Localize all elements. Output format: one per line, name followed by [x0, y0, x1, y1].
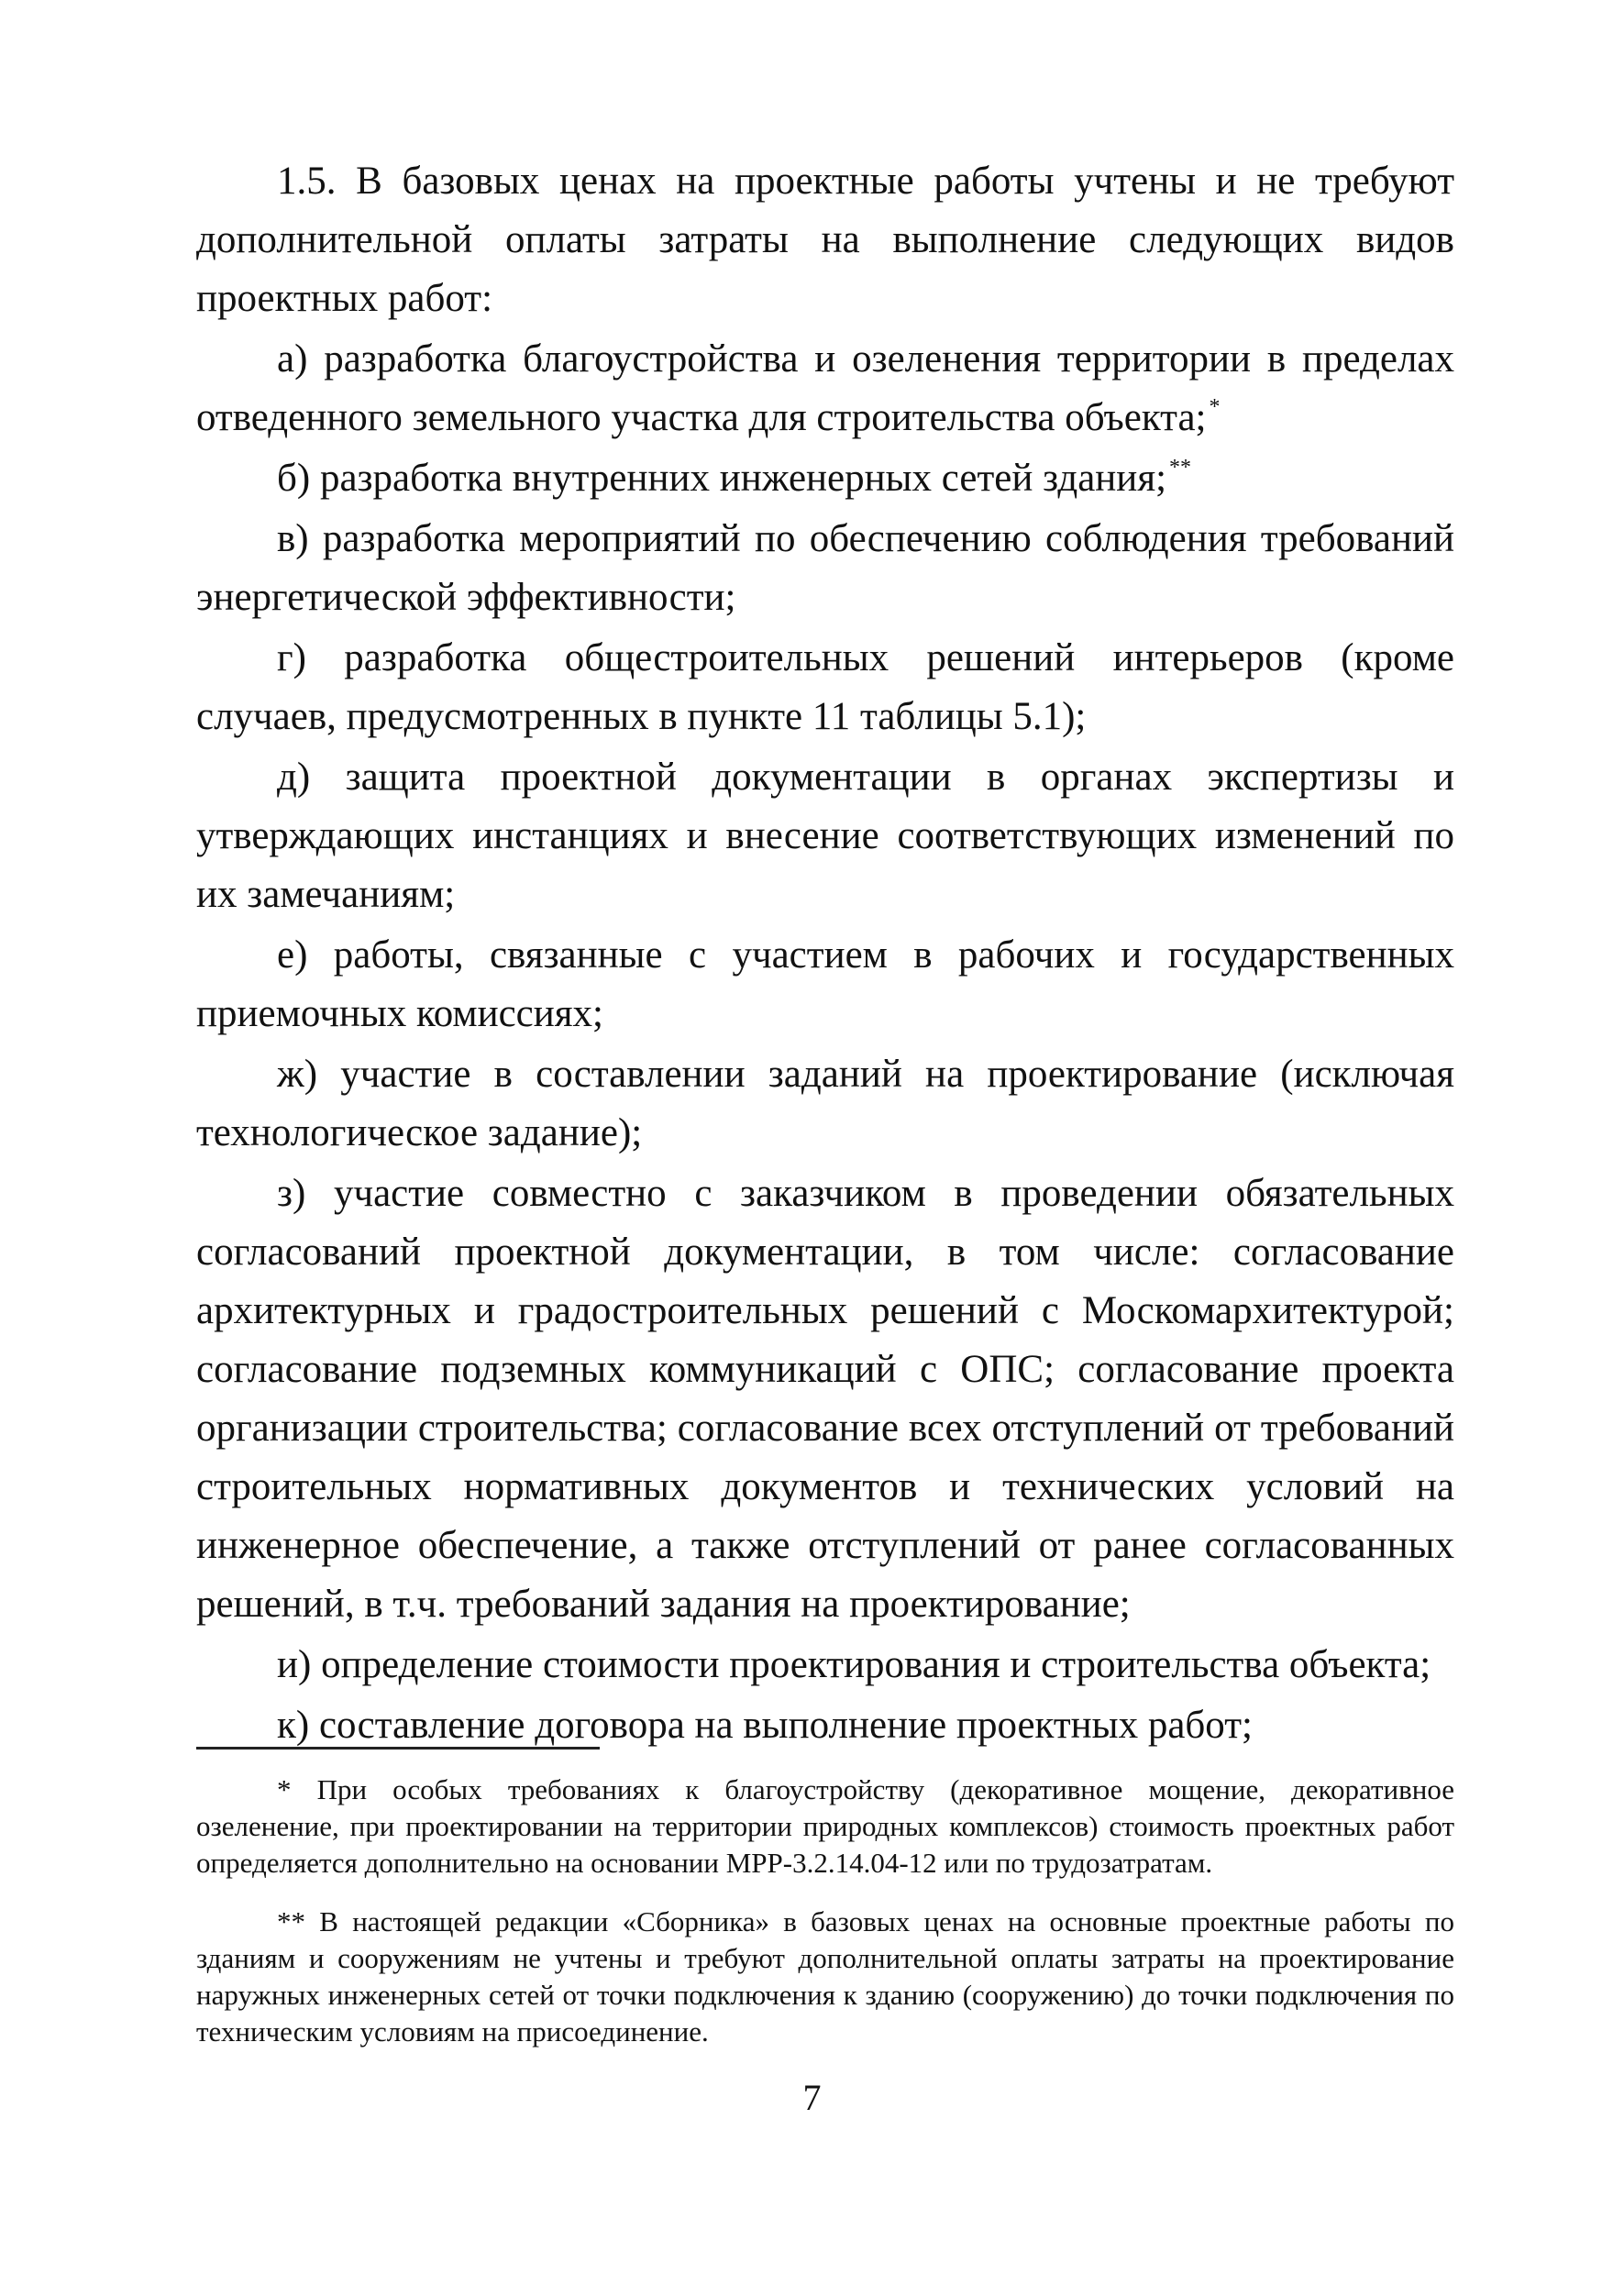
footnote-divider: [196, 1747, 600, 1750]
section-intro: 1.5. В базовых ценах на проектные работы учтены и не требуют дополнительной оплаты затраты на выполнение следующих видов проектных работ:: [196, 160, 1454, 320]
list-item-z: з) участие совместно с заказчиком в проведении обязательных согласований проектной документации, в том числе: согласование архитектурных и градостроительных решений с Москомархитектурой; согласование подземных коммуникаций с ОПС; согласование проекта организации строительства; согласование всех отступлений от требований строительных нормативных документов и технических условий на инженерное обеспечение, а также отступлений от ранее согласованных решений, в т.ч. требований задания на проектирование;: [196, 1172, 1454, 1626]
footnote-ref-2: **: [1169, 456, 1192, 480]
list-item-zh: ж) участие в составлении заданий на проектирование (исключая технологическое задание);: [196, 1053, 1454, 1154]
page-number: 7: [802, 2077, 822, 2118]
footnote-2: ** В настоящей редакции «Сборника» в базовых ценах на основные проектные работы по зданиям и сооружениям не учтены и требуют дополнительной оплаты затраты на проектирование наружных инженерных сетей от точки подключения к зданию (сооружению) до точки подключения по техническим условиям на присоединение.: [196, 1905, 1454, 2048]
main-text: [196, 152, 1454, 1755]
list-item-b-text: б) разработка внутренних инженерных сетей здания;: [277, 457, 1167, 500]
list-item-b: [196, 449, 1454, 508]
list-item-a: [196, 330, 1454, 447]
list-item-v: в) разработка мероприятий по обеспечению соблюдения требований энергетической эффективности;: [196, 517, 1454, 619]
list-item-e: е) работы, связанные с участием в рабочих и государственных приемочных комиссиях;: [196, 933, 1454, 1035]
footnote-1: * При особых требованиях к благоустройству (декоративное мощение, декоративное озеленение, при проектировании на территории природных комплексов) стоимость проектных работ определяется дополнительно на основании МРР-3.2.14.04-12 или по трудозатратам.: [196, 1773, 1454, 1879]
list-item-d: д) защита проектной документации в органах экспертизы и утверждающих инстанциях и внесение соответствующих изменений по их замечаниям;: [196, 756, 1454, 916]
list-item-k: к) составление договора на выполнение проектных работ;: [277, 1704, 1253, 1747]
list-item-a-text: а) разработка благоустройства и озеленения территории в пределах отведенного земельного участка для строительства объекта;: [196, 337, 1454, 439]
list-item-g: г) разработка общестроительных решений интерьеров (кроме случаев, предусмотренных в пункте 11 таблицы 5.1);: [196, 636, 1454, 738]
footnote-ref-1: *: [1209, 395, 1221, 419]
footnotes: [196, 1772, 1454, 2050]
list-item-i: и) определение стоимости проектирования и строительства объекта;: [277, 1643, 1431, 1686]
